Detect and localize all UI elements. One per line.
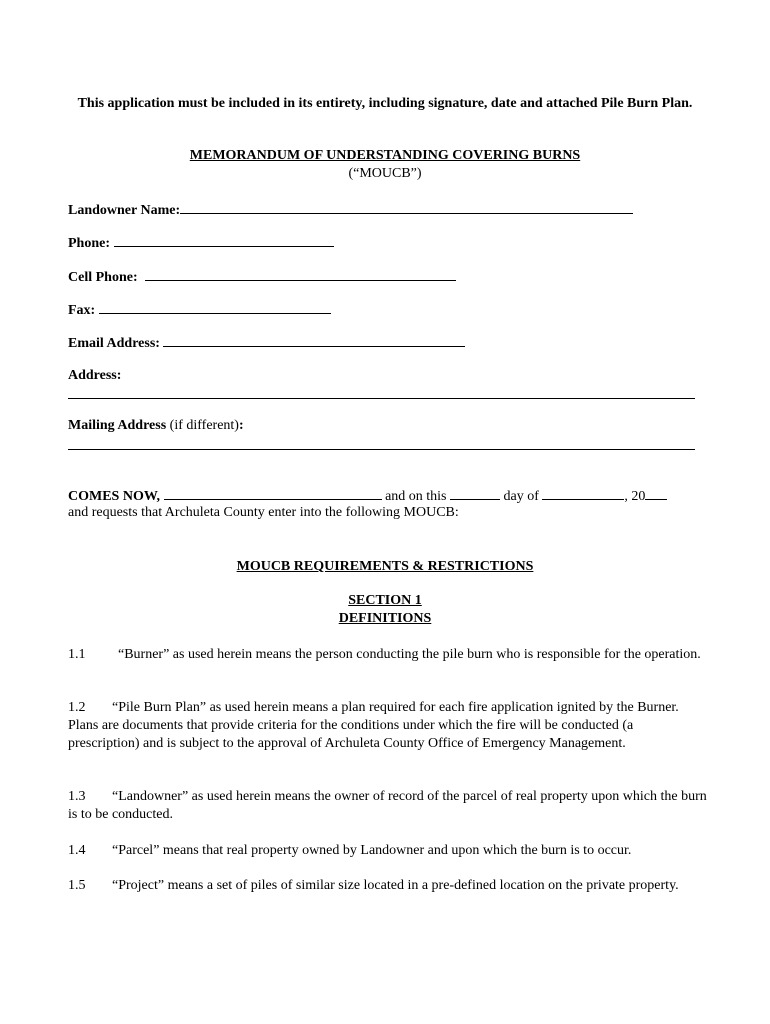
section-title: DEFINITIONS <box>338 611 432 626</box>
comes-now-day-of: day of <box>503 489 539 504</box>
definition-text: “Project” means a set of piles of similar size located in a pre-defined location on the private property. <box>112 878 679 893</box>
email-label: Email Address: <box>68 336 160 351</box>
comes-now-rest: and requests that Archuleta County enter into the following MOUCB: <box>68 505 459 520</box>
fax-line[interactable] <box>99 300 331 314</box>
comes-now-line <box>68 486 667 506</box>
mailing-address-text: Mailing Address <box>68 418 167 433</box>
document-title: MEMORANDUM OF UNDERSTANDING COVERING BURNS <box>189 148 581 163</box>
comes-now-year-label: , 20 <box>624 489 646 504</box>
phone-line[interactable] <box>114 233 334 247</box>
definition-1-5 <box>68 877 708 895</box>
landowner-line[interactable] <box>180 200 633 214</box>
mailing-address-line[interactable] <box>68 449 695 450</box>
cell-phone-label: Cell Phone: <box>68 270 138 285</box>
address-line[interactable] <box>68 398 695 399</box>
landowner-label: Landowner Name: <box>68 203 181 218</box>
comes-now-and-on: and on this <box>385 489 447 504</box>
fax-field[interactable] <box>68 300 331 320</box>
definition-1-1 <box>68 646 708 664</box>
mailing-address-label <box>68 417 244 435</box>
comes-now-year-line[interactable] <box>645 486 667 500</box>
cell-phone-line[interactable] <box>145 267 456 281</box>
comes-now-day-line[interactable] <box>450 486 500 500</box>
address-label: Address: <box>68 368 122 383</box>
definition-text: “Landowner” as used herein means the owner of record of the parcel of real property upon which the burn is to be conducted. <box>68 789 707 822</box>
requirements-heading: MOUCB REQUIREMENTS & RESTRICTIONS <box>236 559 534 574</box>
definition-1-4 <box>68 842 708 860</box>
comes-now-name-line[interactable] <box>164 486 382 500</box>
notice: This application must be included in its entirety, including signature, date and attached Pile Burn Plan. <box>77 96 693 111</box>
phone-field[interactable] <box>68 233 334 253</box>
definition-text: “Parcel” means that real property owned by Landowner and upon which the burn is to occur. <box>112 843 632 858</box>
landowner-field[interactable] <box>68 200 633 220</box>
definition-number: 1.1 <box>68 647 86 662</box>
comes-now-lead: COMES NOW, <box>68 489 161 504</box>
definition-text: “Pile Burn Plan” as used herein means a plan required for each fire application ignited by the Burner. Plans are documents that provide criteria for the conditions under which the fire will be conducted (a prescription) and is subject to the approval of Archuleta County Office of Emergency Management. <box>68 700 679 751</box>
section-heading: SECTION 1 <box>348 593 422 608</box>
definition-number: 1.5 <box>68 878 86 893</box>
mailing-address-note: (if different) <box>169 418 239 433</box>
mailing-address-colon: : <box>238 418 244 433</box>
phone-label: Phone: <box>68 236 110 251</box>
cell-phone-field[interactable] <box>68 267 456 287</box>
definition-1-3 <box>68 788 708 824</box>
comes-now-month-line[interactable] <box>542 486 624 500</box>
fax-label: Fax: <box>68 303 96 318</box>
email-field[interactable] <box>68 333 465 353</box>
definition-1-2 <box>68 699 708 753</box>
definition-number: 1.3 <box>68 789 86 804</box>
document-subtitle: (“MOUCB”) <box>348 166 422 181</box>
definition-text: “Burner” as used herein means the person conducting the pile burn who is responsible for the operation. <box>118 647 701 662</box>
email-line[interactable] <box>163 333 465 347</box>
definition-number: 1.4 <box>68 843 86 858</box>
definition-number: 1.2 <box>68 700 86 715</box>
